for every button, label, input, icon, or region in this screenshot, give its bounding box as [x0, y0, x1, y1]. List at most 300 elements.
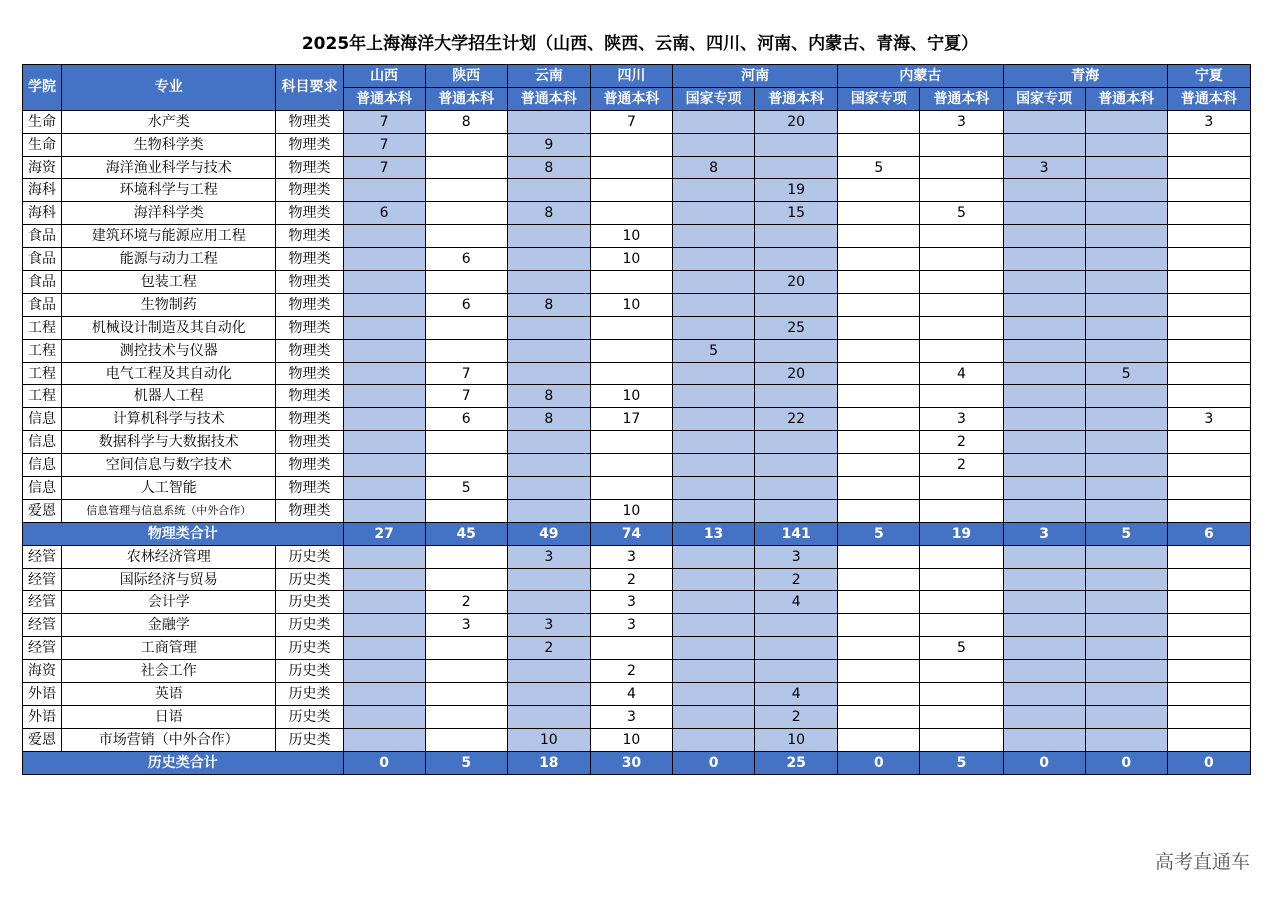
plan-count-cell: 2 [920, 454, 1003, 477]
plan-count-cell [673, 705, 755, 728]
total-value-cell: 141 [755, 522, 838, 545]
subject-cell: 物理类 [276, 408, 343, 431]
total-value-cell: 3 [1003, 522, 1085, 545]
total-value-cell: 30 [590, 751, 672, 774]
plan-count-cell [920, 660, 1003, 683]
plan-count-cell: 10 [590, 225, 672, 248]
page-title: 2025年上海海洋大学招生计划（山西、陕西、云南、四川、河南、内蒙古、青海、宁夏） [301, 34, 979, 54]
plan-count-cell [1167, 293, 1250, 316]
plan-count-cell [590, 637, 672, 660]
plan-count-cell [507, 179, 590, 202]
plan-count-cell [590, 156, 672, 179]
college-cell: 生命 [23, 133, 62, 156]
plan-count-cell [343, 568, 425, 591]
header-province-sichuan: 四川 [590, 65, 672, 88]
header-plan-type: 国家专项 [838, 87, 920, 110]
plan-count-cell [673, 477, 755, 500]
plan-count-cell [673, 637, 755, 660]
plan-count-cell: 8 [673, 156, 755, 179]
table-row [23, 545, 1251, 568]
plan-count-cell [838, 133, 920, 156]
plan-count-cell [755, 156, 838, 179]
plan-count-cell [838, 408, 920, 431]
plan-count-cell [590, 431, 672, 454]
subject-cell: 物理类 [276, 248, 343, 271]
plan-count-cell [1003, 271, 1085, 294]
major-cell: 英语 [62, 683, 276, 706]
plan-count-cell: 3 [590, 614, 672, 637]
plan-count-cell [1003, 614, 1085, 637]
plan-count-cell [425, 316, 507, 339]
plan-count-cell [343, 591, 425, 614]
plan-count-cell [343, 477, 425, 500]
plan-count-cell: 7 [425, 362, 507, 385]
college-cell: 信息 [23, 454, 62, 477]
plan-count-cell [755, 499, 838, 522]
plan-count-cell [1003, 293, 1085, 316]
plan-count-cell [1085, 225, 1167, 248]
plan-count-cell: 8 [507, 408, 590, 431]
plan-count-cell [343, 316, 425, 339]
plan-count-cell [673, 454, 755, 477]
major-cell: 包装工程 [62, 271, 276, 294]
plan-count-cell [755, 660, 838, 683]
plan-count-cell [1003, 431, 1085, 454]
plan-count-cell [673, 179, 755, 202]
plan-count-cell: 10 [507, 728, 590, 751]
header-college: 学院 [23, 65, 62, 111]
major-cell: 生物制药 [62, 293, 276, 316]
plan-count-cell [1003, 339, 1085, 362]
table-row [23, 728, 1251, 751]
plan-count-cell [1085, 316, 1167, 339]
plan-count-cell [425, 660, 507, 683]
plan-count-cell [425, 179, 507, 202]
plan-count-cell [590, 477, 672, 500]
plan-count-cell [755, 614, 838, 637]
plan-count-cell: 2 [590, 568, 672, 591]
header-province-shaanxi: 陕西 [425, 65, 507, 88]
plan-count-cell [838, 179, 920, 202]
subject-cell: 历史类 [276, 568, 343, 591]
plan-count-cell: 8 [507, 385, 590, 408]
plan-count-cell: 3 [507, 545, 590, 568]
plan-count-cell [1003, 316, 1085, 339]
plan-count-cell [1167, 431, 1250, 454]
college-cell: 海科 [23, 202, 62, 225]
major-cell: 电气工程及其自动化 [62, 362, 276, 385]
plan-count-cell [673, 660, 755, 683]
college-cell: 外语 [23, 683, 62, 706]
header-plan-type: 国家专项 [1003, 87, 1085, 110]
plan-count-cell: 10 [590, 385, 672, 408]
major-cell: 机械设计制造及其自动化 [62, 316, 276, 339]
subject-cell: 历史类 [276, 683, 343, 706]
subject-cell: 历史类 [276, 705, 343, 728]
major-cell: 人工智能 [62, 477, 276, 500]
plan-count-cell: 3 [1167, 408, 1250, 431]
header-plan-type: 普通本科 [755, 87, 838, 110]
plan-count-cell [673, 248, 755, 271]
table-row [23, 431, 1251, 454]
plan-count-cell: 19 [755, 179, 838, 202]
plan-count-cell [590, 202, 672, 225]
plan-count-cell [838, 431, 920, 454]
table-row [23, 362, 1251, 385]
plan-count-cell: 15 [755, 202, 838, 225]
plan-count-cell [507, 225, 590, 248]
plan-count-cell [425, 499, 507, 522]
total-value-cell: 0 [1085, 751, 1167, 774]
table-row [23, 614, 1251, 637]
subject-cell: 历史类 [276, 660, 343, 683]
plan-count-cell: 7 [343, 110, 425, 133]
college-cell: 食品 [23, 293, 62, 316]
plan-count-cell [838, 316, 920, 339]
plan-count-cell [673, 408, 755, 431]
plan-count-cell [507, 110, 590, 133]
header-row-provinces [23, 65, 1251, 88]
plan-count-cell [838, 683, 920, 706]
plan-count-cell [1003, 499, 1085, 522]
plan-count-cell [673, 225, 755, 248]
plan-count-cell: 3 [590, 591, 672, 614]
plan-count-cell [507, 362, 590, 385]
college-cell: 爱恩 [23, 728, 62, 751]
total-value-cell: 5 [1085, 522, 1167, 545]
plan-count-cell [507, 499, 590, 522]
plan-count-cell [507, 271, 590, 294]
enrollment-plan-table [22, 64, 1251, 775]
plan-count-cell [920, 591, 1003, 614]
plan-count-cell [1003, 545, 1085, 568]
plan-count-cell [673, 316, 755, 339]
college-cell: 食品 [23, 225, 62, 248]
subject-cell: 物理类 [276, 454, 343, 477]
plan-count-cell [920, 728, 1003, 751]
table-row [23, 293, 1251, 316]
plan-count-cell [838, 637, 920, 660]
plan-count-cell [590, 133, 672, 156]
plan-count-cell [755, 385, 838, 408]
plan-count-cell [673, 362, 755, 385]
plan-count-cell [755, 248, 838, 271]
plan-count-cell: 2 [507, 637, 590, 660]
total-row [23, 522, 1251, 545]
table-row [23, 248, 1251, 271]
header-plan-type: 普通本科 [590, 87, 672, 110]
plan-count-cell [343, 705, 425, 728]
plan-count-cell: 20 [755, 362, 838, 385]
plan-count-cell [1003, 225, 1085, 248]
plan-count-cell [425, 637, 507, 660]
plan-count-cell [507, 660, 590, 683]
table-row [23, 591, 1251, 614]
table-row [23, 385, 1251, 408]
plan-count-cell [425, 568, 507, 591]
plan-count-cell: 5 [920, 202, 1003, 225]
plan-count-cell: 17 [590, 408, 672, 431]
major-cell: 环境科学与工程 [62, 179, 276, 202]
plan-count-cell [755, 637, 838, 660]
plan-count-cell: 2 [425, 591, 507, 614]
plan-count-cell [1167, 156, 1250, 179]
total-value-cell: 19 [920, 522, 1003, 545]
plan-count-cell: 6 [425, 408, 507, 431]
plan-count-cell [920, 293, 1003, 316]
college-cell: 海科 [23, 179, 62, 202]
plan-count-cell [920, 179, 1003, 202]
plan-count-cell [1085, 545, 1167, 568]
plan-count-cell: 7 [343, 156, 425, 179]
plan-count-cell [507, 248, 590, 271]
plan-count-cell [1085, 637, 1167, 660]
plan-count-cell [425, 339, 507, 362]
plan-count-cell [1167, 225, 1250, 248]
major-cell: 数据科学与大数据技术 [62, 431, 276, 454]
plan-count-cell [1085, 339, 1167, 362]
plan-count-cell [343, 454, 425, 477]
plan-count-cell: 22 [755, 408, 838, 431]
subject-cell: 历史类 [276, 591, 343, 614]
total-value-cell: 45 [425, 522, 507, 545]
plan-count-cell [1003, 705, 1085, 728]
table-row [23, 637, 1251, 660]
college-cell: 信息 [23, 477, 62, 500]
major-cell: 空间信息与数字技术 [62, 454, 276, 477]
plan-count-cell [838, 385, 920, 408]
table-row [23, 705, 1251, 728]
plan-count-cell [507, 431, 590, 454]
plan-count-cell: 8 [507, 293, 590, 316]
plan-count-cell [838, 545, 920, 568]
table-row [23, 568, 1251, 591]
plan-count-cell [838, 362, 920, 385]
plan-count-cell [673, 271, 755, 294]
plan-count-cell [673, 728, 755, 751]
plan-count-cell [673, 385, 755, 408]
header-province-shanxi: 山西 [343, 65, 425, 88]
plan-count-cell [920, 614, 1003, 637]
plan-count-cell [1085, 156, 1167, 179]
plan-count-cell: 3 [1167, 110, 1250, 133]
plan-count-cell [673, 202, 755, 225]
college-cell: 工程 [23, 339, 62, 362]
total-value-cell: 0 [1167, 751, 1250, 774]
plan-count-cell [1085, 385, 1167, 408]
plan-count-cell [425, 545, 507, 568]
plan-count-cell [1003, 202, 1085, 225]
college-cell: 海资 [23, 660, 62, 683]
plan-count-cell [1003, 362, 1085, 385]
plan-count-cell [838, 293, 920, 316]
plan-count-cell [1167, 660, 1250, 683]
major-cell: 日语 [62, 705, 276, 728]
plan-count-cell [673, 133, 755, 156]
total-label: 物理类合计 [23, 522, 344, 545]
table-row [23, 133, 1251, 156]
plan-count-cell [1167, 179, 1250, 202]
plan-count-cell: 2 [590, 660, 672, 683]
plan-count-cell: 8 [507, 156, 590, 179]
table-row [23, 110, 1251, 133]
plan-count-cell [1167, 499, 1250, 522]
college-cell: 工程 [23, 385, 62, 408]
total-value-cell: 13 [673, 522, 755, 545]
college-cell: 工程 [23, 316, 62, 339]
header-plan-type: 国家专项 [673, 87, 755, 110]
plan-count-cell [1085, 133, 1167, 156]
plan-count-cell [920, 248, 1003, 271]
college-cell: 信息 [23, 408, 62, 431]
plan-count-cell [425, 431, 507, 454]
plan-count-cell [838, 499, 920, 522]
plan-count-cell [838, 339, 920, 362]
plan-count-cell: 7 [343, 133, 425, 156]
plan-count-cell [920, 271, 1003, 294]
college-cell: 食品 [23, 248, 62, 271]
college-cell: 工程 [23, 362, 62, 385]
plan-count-cell: 8 [507, 202, 590, 225]
college-cell: 经管 [23, 545, 62, 568]
major-cell: 农林经济管理 [62, 545, 276, 568]
major-cell: 计算机科学与技术 [62, 408, 276, 431]
header-province-qinghai: 青海 [1003, 65, 1167, 88]
table-body [23, 110, 1251, 774]
plan-count-cell [507, 477, 590, 500]
major-cell: 能源与动力工程 [62, 248, 276, 271]
subject-cell: 历史类 [276, 637, 343, 660]
plan-count-cell [343, 614, 425, 637]
header-province-henan: 河南 [673, 65, 838, 88]
table-row [23, 225, 1251, 248]
subject-cell: 物理类 [276, 133, 343, 156]
table-row [23, 499, 1251, 522]
college-cell: 经管 [23, 568, 62, 591]
plan-count-cell: 3 [755, 545, 838, 568]
plan-count-cell [1085, 110, 1167, 133]
table-row [23, 477, 1251, 500]
plan-count-cell [590, 339, 672, 362]
plan-count-cell [1085, 454, 1167, 477]
plan-count-cell: 3 [590, 705, 672, 728]
plan-count-cell [673, 431, 755, 454]
plan-count-cell: 6 [425, 248, 507, 271]
plan-count-cell [343, 293, 425, 316]
major-cell: 建筑环境与能源应用工程 [62, 225, 276, 248]
college-cell: 爱恩 [23, 499, 62, 522]
total-row [23, 751, 1251, 774]
plan-count-cell [1085, 408, 1167, 431]
plan-count-cell: 10 [590, 293, 672, 316]
subject-cell: 物理类 [276, 385, 343, 408]
plan-count-cell: 4 [590, 683, 672, 706]
plan-count-cell [755, 431, 838, 454]
plan-count-cell: 4 [920, 362, 1003, 385]
header-plan-type: 普通本科 [343, 87, 425, 110]
plan-count-cell [920, 339, 1003, 362]
total-value-cell: 18 [507, 751, 590, 774]
table-row [23, 316, 1251, 339]
plan-count-cell [1085, 683, 1167, 706]
watermark: 高考直通车 [1154, 851, 1250, 873]
plan-count-cell [1085, 477, 1167, 500]
plan-count-cell [507, 454, 590, 477]
major-cell: 海洋科学类 [62, 202, 276, 225]
total-value-cell: 5 [838, 522, 920, 545]
plan-count-cell [1085, 728, 1167, 751]
plan-count-cell [673, 499, 755, 522]
table-row [23, 408, 1251, 431]
plan-count-cell [425, 202, 507, 225]
plan-count-cell [343, 225, 425, 248]
plan-count-cell [1085, 591, 1167, 614]
plan-count-cell [1167, 133, 1250, 156]
college-cell: 外语 [23, 705, 62, 728]
college-cell: 生命 [23, 110, 62, 133]
plan-count-cell: 7 [425, 385, 507, 408]
plan-count-cell [838, 248, 920, 271]
plan-count-cell [425, 156, 507, 179]
plan-count-cell [590, 179, 672, 202]
plan-count-cell [1167, 271, 1250, 294]
table-row [23, 271, 1251, 294]
plan-count-cell [673, 568, 755, 591]
plan-count-cell [838, 568, 920, 591]
total-value-cell: 6 [1167, 522, 1250, 545]
plan-count-cell [1167, 362, 1250, 385]
subject-cell: 物理类 [276, 362, 343, 385]
total-value-cell: 49 [507, 522, 590, 545]
plan-count-cell [343, 339, 425, 362]
plan-count-cell: 10 [590, 728, 672, 751]
plan-count-cell [920, 477, 1003, 500]
table-row [23, 179, 1251, 202]
plan-count-cell [1085, 614, 1167, 637]
plan-count-cell [838, 271, 920, 294]
table-row [23, 683, 1251, 706]
plan-count-cell [838, 202, 920, 225]
plan-count-cell [673, 293, 755, 316]
table-row [23, 202, 1251, 225]
plan-count-cell [920, 156, 1003, 179]
plan-count-cell [920, 545, 1003, 568]
header-province-neimenggu: 内蒙古 [838, 65, 1003, 88]
plan-count-cell [1085, 179, 1167, 202]
plan-count-cell [343, 179, 425, 202]
plan-count-cell [1167, 728, 1250, 751]
plan-count-cell [425, 728, 507, 751]
header-subject: 科目要求 [276, 65, 343, 111]
plan-count-cell [507, 316, 590, 339]
total-value-cell: 5 [425, 751, 507, 774]
subject-cell: 历史类 [276, 728, 343, 751]
plan-count-cell [1167, 568, 1250, 591]
plan-count-cell [755, 293, 838, 316]
plan-count-cell [343, 385, 425, 408]
header-major: 专业 [62, 65, 276, 111]
plan-count-cell: 9 [507, 133, 590, 156]
total-value-cell: 5 [920, 751, 1003, 774]
plan-count-cell: 6 [425, 293, 507, 316]
header-plan-type: 普通本科 [920, 87, 1003, 110]
total-value-cell: 74 [590, 522, 672, 545]
plan-count-cell [1167, 637, 1250, 660]
plan-count-cell [1003, 454, 1085, 477]
subject-cell: 物理类 [276, 225, 343, 248]
plan-count-cell: 3 [920, 110, 1003, 133]
plan-count-cell [1085, 499, 1167, 522]
